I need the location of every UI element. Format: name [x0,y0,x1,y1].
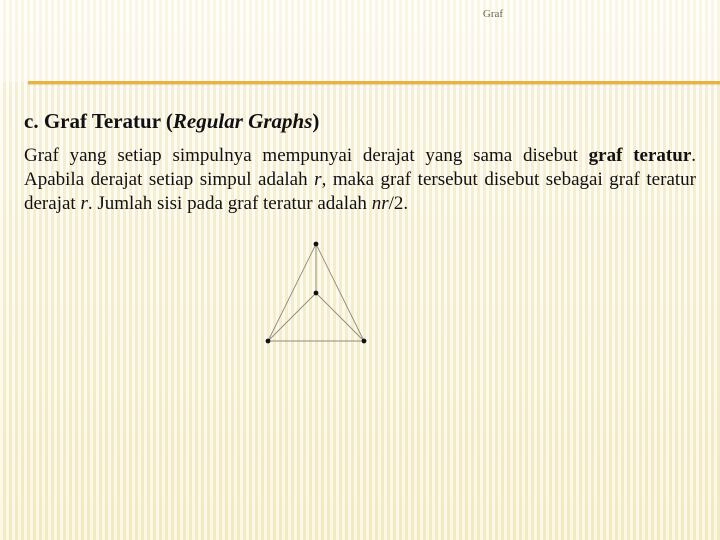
paragraph-text-5: /2. [388,193,409,214]
paragraph-text-1: Graf yang setiap simpulnya mempunyai derajat yang sama disebut [24,145,589,166]
graph-edge-center-right [316,293,364,341]
slide-header-title: Graf [482,8,504,20]
paragraph-text-2: . Apabila derajat setiap simpul adalah [24,145,697,190]
graph-vertex-center [314,291,319,296]
section-title-italic: Regular Graphs [172,109,313,133]
section-title-prefix: c. Graf Teratur ( [24,109,173,133]
variable-r: r [314,169,322,190]
graph-vertex-top [314,242,319,247]
header-divider [28,81,720,84]
section-title [24,109,319,134]
definition-paragraph [24,144,696,216]
graph-vertex-right [362,339,367,344]
graph-vertex-left [266,339,271,344]
regular-graph-figure [258,234,374,350]
variable-r-2: r [80,193,88,214]
paragraph-text-3: , maka graf tersebut disebut sebagai graf teratur derajat [24,169,696,214]
paragraph-text-4: . Jumlah sisi pada graf teratur adalah [87,193,372,214]
section-title-suffix: ) [312,109,320,133]
expression-nr: nr [371,193,389,214]
term-graf-teratur: graf teratur [588,145,692,166]
graph-edge-center-left [268,293,316,341]
graph-edge-top-left [268,244,316,341]
graph-edge-top-right [316,244,364,341]
